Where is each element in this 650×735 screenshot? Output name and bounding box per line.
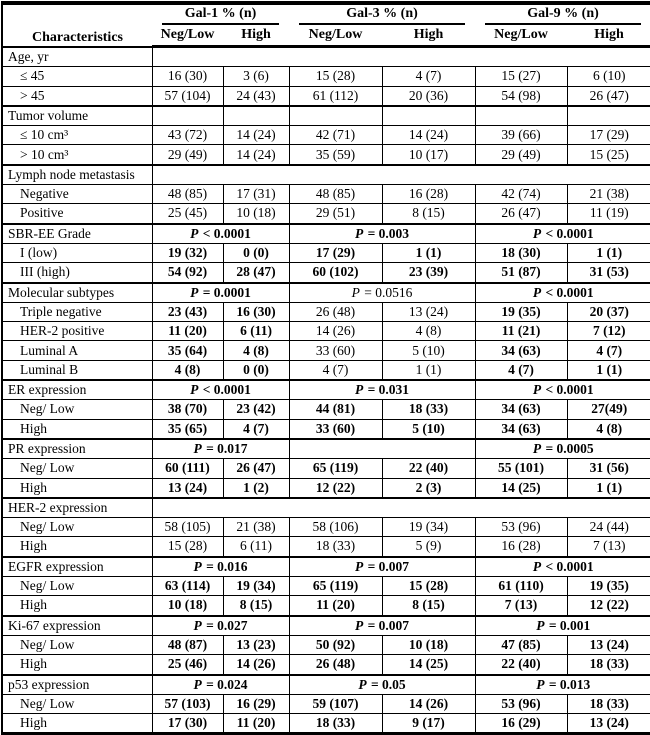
value-cell: 26 (47) [475,204,567,224]
value-cell: 3 (6) [223,67,289,86]
pvalue-row [2,224,650,244]
pvalue-row [2,380,650,400]
row-label: Tumor volume [2,106,152,126]
value-cell: 13 (24) [382,302,475,321]
pvalue-cell: P = 0.0005 [475,439,650,459]
row-label: Positive [2,204,152,224]
table-body [2,47,650,734]
value-cell: 13 (23) [223,635,289,654]
value-cell: 63 (114) [152,577,223,596]
pvalue-row [2,439,650,459]
value-cell: 6 (11) [223,537,289,557]
value-cell: 4 (7) [475,360,567,380]
value-cell: 31 (56) [567,459,650,478]
group-header-row [2,3,650,25]
characteristics-header: Characteristics [32,29,123,45]
value-cell: 1 (2) [223,478,289,498]
row-label: High [2,714,152,734]
pvalue-cell: P = 0.024 [152,675,289,695]
empty-cell [152,165,650,185]
row-label: Triple negative [2,302,152,321]
value-cell: 48 (85) [289,185,382,204]
value-cell: 2 (3) [382,478,475,498]
pvalue-cell: P = 0.0001 [152,283,289,303]
pvalue-cell: P = 0.007 [289,616,475,636]
data-row [2,341,650,360]
value-cell: 11 (19) [567,204,650,224]
pvalue-row [2,675,650,695]
row-label: Lymph node metastasis [2,165,152,185]
value-cell: 19 (34) [382,518,475,537]
row-label: PR expression [2,439,152,459]
group-header-gal1 [152,3,289,25]
data-row [2,419,650,439]
pvalue-cell: P = 0.05 [289,675,475,695]
value-cell: 4 (8) [152,360,223,380]
data-row [2,400,650,419]
value-cell: 20 (36) [382,86,475,106]
value-cell: 61 (112) [289,86,382,106]
value-cell: 10 (17) [382,145,475,165]
characteristics-table [1,1,650,735]
pvalue-cell: P = 0.031 [289,380,475,400]
pvalue-cell: P < 0.0001 [475,283,650,303]
value-cell: 21 (38) [223,518,289,537]
subheader-gal9-neglow: Neg/Low [475,25,567,47]
value-cell: 12 (22) [289,478,382,498]
value-cell: 4 (7) [289,360,382,380]
value-cell: 23 (42) [223,400,289,419]
value-cell: 11 (21) [475,322,567,341]
row-label: HER-2 positive [2,322,152,341]
value-cell: 7 (12) [567,322,650,341]
pvalue-cell: P = 0.027 [152,616,289,636]
row-label: Neg/ Low [2,518,152,537]
data-row [2,518,650,537]
value-cell: 12 (22) [567,596,650,616]
group-header-gal9-label: Gal-9 % (n) [485,6,641,25]
value-cell: 20 (37) [567,302,650,321]
value-cell: 7 (13) [475,596,567,616]
row-label: High [2,655,152,675]
value-cell: 26 (47) [567,86,650,106]
value-cell: 26 (48) [289,302,382,321]
value-cell: 38 (70) [152,400,223,419]
empty-cell [152,498,650,518]
value-cell: 34 (63) [475,419,567,439]
section-row [2,165,650,185]
value-cell: 59 (107) [289,694,382,713]
pvalue-row [2,616,650,636]
subheader-gal3-high: High [382,25,475,47]
value-cell: 19 (35) [567,577,650,596]
row-label: High [2,478,152,498]
pvalue-cell: P < 0.0001 [152,380,289,400]
value-cell: 26 (48) [289,655,382,675]
pvalue-cell: P = 0.003 [289,224,475,244]
pvalue-cell: P = 0.001 [475,616,650,636]
value-cell: 6 (11) [223,322,289,341]
value-cell: 61 (110) [475,577,567,596]
value-cell: 8 (15) [382,596,475,616]
value-cell: 42 (71) [289,126,382,145]
value-cell: 16 (29) [475,714,567,734]
pvalue-cell: P = 0.007 [289,557,475,577]
value-cell: 15 (28) [152,537,223,557]
value-cell: 65 (119) [289,459,382,478]
data-row [2,694,650,713]
data-row [2,478,650,498]
value-cell: 1 (1) [382,360,475,380]
data-row [2,302,650,321]
pvalue-cell: P < 0.0001 [475,380,650,400]
value-cell: 4 (7) [567,341,650,360]
value-cell: 34 (63) [475,341,567,360]
value-cell: 35 (65) [152,419,223,439]
value-cell: 53 (96) [475,694,567,713]
value-cell: 58 (105) [152,518,223,537]
data-row [2,185,650,204]
value-cell: 13 (24) [567,635,650,654]
value-cell: 28 (47) [223,263,289,283]
value-cell: 48 (87) [152,635,223,654]
group-header-gal9 [475,3,650,25]
row-label: High [2,537,152,557]
value-cell: 14 (26) [382,694,475,713]
value-cell: 25 (45) [152,204,223,224]
empty-cell [382,106,475,126]
value-cell: 15 (28) [289,67,382,86]
empty-cell [152,47,650,67]
empty-cell [289,106,382,126]
empty-cell [223,106,289,126]
value-cell: 23 (39) [382,263,475,283]
value-cell: 14 (25) [382,655,475,675]
value-cell: 10 (18) [223,204,289,224]
pvalue-cell: P < 0.0001 [475,557,650,577]
value-cell: 14 (24) [223,145,289,165]
value-cell: 60 (111) [152,459,223,478]
value-cell: 7 (13) [567,537,650,557]
value-cell: 8 (15) [223,596,289,616]
data-row [2,145,650,165]
data-row [2,126,650,145]
subheader-gal3-neglow: Neg/Low [289,25,382,47]
value-cell: 14 (25) [475,478,567,498]
data-row [2,204,650,224]
value-cell: 16 (30) [223,302,289,321]
value-cell: 26 (47) [223,459,289,478]
value-cell: 16 (29) [223,694,289,713]
row-label: High [2,419,152,439]
value-cell: 16 (30) [152,67,223,86]
pvalue-row [2,283,650,303]
pvalue-cell: P = 0.013 [475,675,650,695]
row-label: Neg/ Low [2,400,152,419]
row-label: Luminal A [2,341,152,360]
section-row [2,498,650,518]
value-cell: 11 (20) [289,596,382,616]
row-label: Negative [2,185,152,204]
subheader-gal1-high: High [223,25,289,47]
row-label: SBR-EE Grade [2,224,152,244]
value-cell: 55 (101) [475,459,567,478]
value-cell: 1 (1) [382,243,475,262]
data-row [2,243,650,262]
empty-cell [475,106,567,126]
subheader-gal1-neglow: Neg/Low [152,25,223,47]
value-cell: 1 (1) [567,243,650,262]
value-cell: 0 (0) [223,243,289,262]
value-cell: 27(49) [567,400,650,419]
value-cell: 16 (28) [475,537,567,557]
data-row [2,655,650,675]
value-cell: 11 (20) [223,714,289,734]
data-row [2,459,650,478]
value-cell: 33 (60) [289,341,382,360]
value-cell: 31 (53) [567,263,650,283]
value-cell: 10 (18) [382,635,475,654]
value-cell: 22 (40) [382,459,475,478]
value-cell: 8 (15) [382,204,475,224]
value-cell: 16 (28) [382,185,475,204]
value-cell: 57 (104) [152,86,223,106]
value-cell: 51 (87) [475,263,567,283]
value-cell: 43 (72) [152,126,223,145]
value-cell: 19 (35) [475,302,567,321]
value-cell: 24 (43) [223,86,289,106]
value-cell: 17 (29) [567,126,650,145]
value-cell: 13 (24) [567,714,650,734]
row-label: HER-2 expression [2,498,152,518]
value-cell: 5 (10) [382,341,475,360]
row-label: Ki-67 expression [2,616,152,636]
pvalue-cell: P < 0.0001 [475,224,650,244]
row-label: I (low) [2,243,152,262]
value-cell: 17 (30) [152,714,223,734]
row-label: III (high) [2,263,152,283]
value-cell: 14 (24) [382,126,475,145]
value-cell: 47 (85) [475,635,567,654]
value-cell: 6 (10) [567,67,650,86]
row-label: Luminal B [2,360,152,380]
data-row [2,263,650,283]
value-cell: 17 (31) [223,185,289,204]
row-label: EGFR expression [2,557,152,577]
value-cell: 15 (27) [475,67,567,86]
section-row [2,106,650,126]
value-cell: 22 (40) [475,655,567,675]
value-cell: 53 (96) [475,518,567,537]
row-label: Neg/ Low [2,577,152,596]
value-cell: 4 (8) [567,419,650,439]
data-row [2,596,650,616]
value-cell: 35 (59) [289,145,382,165]
value-cell: 19 (34) [223,577,289,596]
row-label: > 10 cm³ [2,145,152,165]
row-label: ≤ 45 [2,67,152,86]
value-cell: 1 (1) [567,360,650,380]
value-cell: 23 (43) [152,302,223,321]
value-cell: 34 (63) [475,400,567,419]
data-row [2,537,650,557]
value-cell: 60 (102) [289,263,382,283]
row-label: ER expression [2,380,152,400]
value-cell: 57 (103) [152,694,223,713]
data-row [2,635,650,654]
empty-cell [152,106,223,126]
row-label: Molecular subtypes [2,283,152,303]
value-cell: 29 (51) [289,204,382,224]
value-cell: 15 (28) [382,577,475,596]
pvalue-cell: P = 0.017 [152,439,289,459]
section-row [2,47,650,67]
group-header-gal3-label: Gal-3 % (n) [299,6,465,25]
value-cell: 18 (30) [475,243,567,262]
subheader-gal9-high: High [567,25,650,47]
value-cell: 5 (10) [382,419,475,439]
value-cell: 25 (46) [152,655,223,675]
pvalue-row [2,557,650,577]
value-cell: 42 (74) [475,185,567,204]
row-label: p53 expression [2,675,152,695]
value-cell: 18 (33) [289,537,382,557]
value-cell: 65 (119) [289,577,382,596]
value-cell: 14 (26) [223,655,289,675]
value-cell: 18 (33) [382,400,475,419]
value-cell: 5 (9) [382,537,475,557]
group-header-gal3 [289,3,475,25]
value-cell: 54 (98) [475,86,567,106]
value-cell: 21 (38) [567,185,650,204]
row-label: Neg/ Low [2,694,152,713]
value-cell: 9 (17) [382,714,475,734]
data-row [2,360,650,380]
value-cell: 35 (64) [152,341,223,360]
value-cell: 18 (33) [289,714,382,734]
data-row [2,67,650,86]
value-cell: 0 (0) [223,360,289,380]
value-cell: 4 (8) [223,341,289,360]
row-label: High [2,596,152,616]
value-cell: 17 (29) [289,243,382,262]
data-row [2,577,650,596]
value-cell: 4 (7) [382,67,475,86]
value-cell: 14 (24) [223,126,289,145]
pvalue-cell: P = 0.016 [152,557,289,577]
data-row [2,322,650,341]
value-cell: 29 (49) [152,145,223,165]
row-label: Neg/ Low [2,459,152,478]
value-cell: 19 (32) [152,243,223,262]
row-label: ≤ 10 cm³ [2,126,152,145]
pvalue-cell: P = 0.0516 [289,283,475,303]
value-cell: 1 (1) [567,478,650,498]
value-cell: 24 (44) [567,518,650,537]
group-header-gal1-label: Gal-1 % (n) [162,6,279,25]
value-cell: 58 (106) [289,518,382,537]
value-cell: 48 (85) [152,185,223,204]
value-cell: 4 (7) [223,419,289,439]
value-cell: 18 (33) [567,694,650,713]
pvalue-cell [289,439,475,459]
value-cell: 11 (20) [152,322,223,341]
data-row [2,86,650,106]
value-cell: 10 (18) [152,596,223,616]
value-cell: 50 (92) [289,635,382,654]
value-cell: 4 (8) [382,322,475,341]
row-label: Neg/ Low [2,635,152,654]
value-cell: 44 (81) [289,400,382,419]
value-cell: 13 (24) [152,478,223,498]
value-cell: 33 (60) [289,419,382,439]
value-cell: 14 (26) [289,322,382,341]
pvalue-cell: P < 0.0001 [152,224,289,244]
empty-cell [567,106,650,126]
value-cell: 15 (25) [567,145,650,165]
value-cell: 54 (92) [152,263,223,283]
row-label: Age, yr [2,47,152,67]
value-cell: 29 (49) [475,145,567,165]
row-label: > 45 [2,86,152,106]
value-cell: 18 (33) [567,655,650,675]
value-cell: 39 (66) [475,126,567,145]
